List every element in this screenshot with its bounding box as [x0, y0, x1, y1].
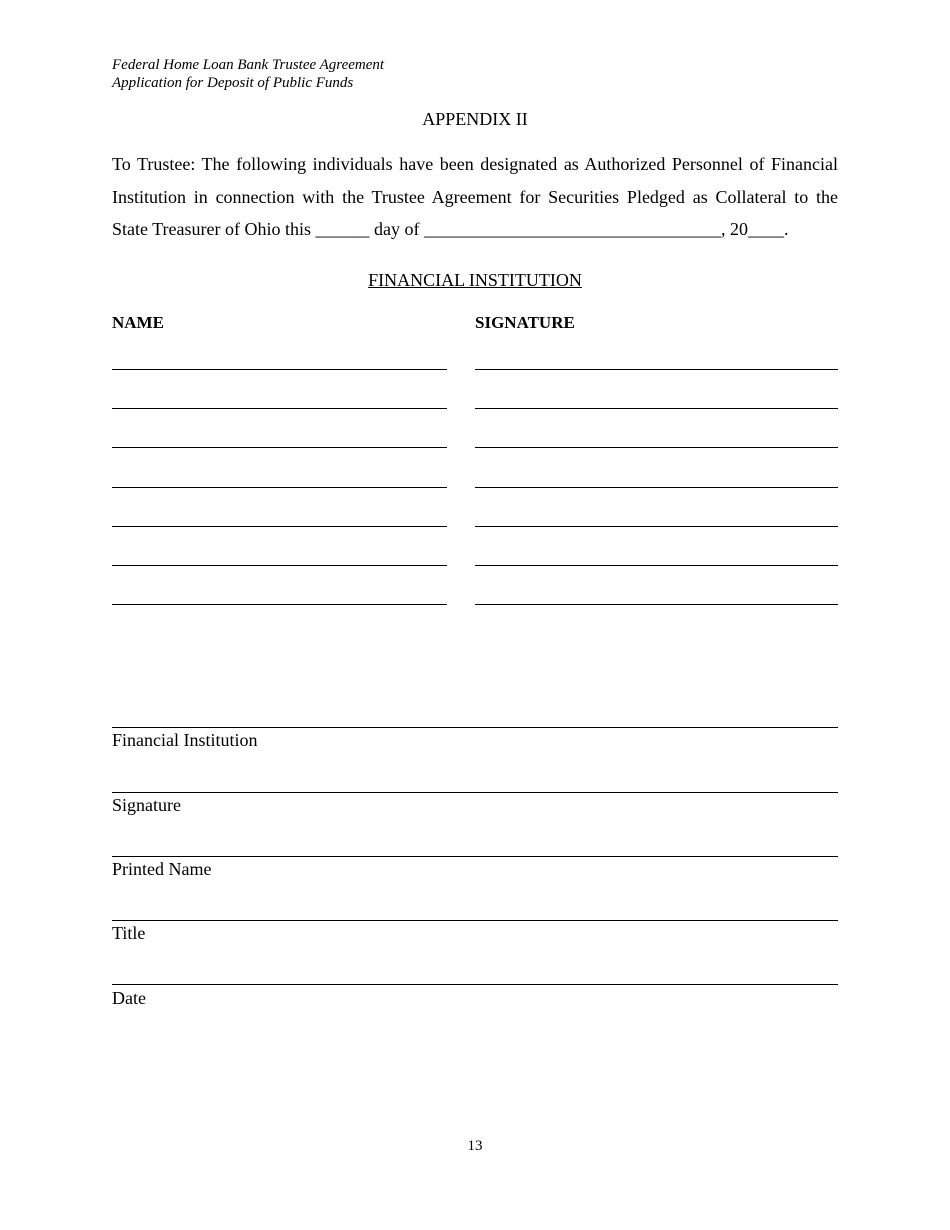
financial-institution-line[interactable] — [112, 727, 838, 728]
signature-column-header: SIGNATURE — [475, 313, 575, 332]
signature-blank-5[interactable] — [475, 526, 838, 527]
page-number: 13 — [467, 1138, 483, 1154]
name-blank-3[interactable] — [112, 447, 447, 448]
date-label: Date — [112, 988, 146, 1008]
title-label: Title — [112, 923, 146, 943]
intro-line-1: To Trustee: The following individuals have been designated as Authorized Personnel of Financial — [112, 154, 838, 174]
printed-name-line[interactable] — [112, 856, 838, 857]
header-line-1: Federal Home Loan Bank Trustee Agreement — [112, 57, 385, 73]
intro-paragraph — [112, 148, 838, 246]
date-line[interactable] — [112, 984, 838, 985]
financial-institution-label: Financial Institution — [112, 730, 258, 750]
document-header — [112, 56, 384, 92]
name-blank-4[interactable] — [112, 487, 447, 488]
intro-line-3: State Treasurer of Ohio this ______ day of _________________________________, 20____. — [112, 219, 789, 239]
signature-blank-1[interactable] — [475, 369, 838, 370]
name-blank-1[interactable] — [112, 369, 447, 370]
name-blank-5[interactable] — [112, 526, 447, 527]
section-title: FINANCIAL INSTITUTION — [368, 270, 582, 290]
name-column-header: NAME — [112, 313, 164, 332]
name-blank-6[interactable] — [112, 565, 447, 566]
signature-blank-6[interactable] — [475, 565, 838, 566]
header-line-2: Application for Deposit of Public Funds — [112, 75, 354, 91]
printed-name-label: Printed Name — [112, 859, 212, 879]
name-blank-2[interactable] — [112, 408, 447, 409]
signature-line[interactable] — [112, 792, 838, 793]
signature-blank-4[interactable] — [475, 487, 838, 488]
signature-blank-3[interactable] — [475, 447, 838, 448]
signature-blank-2[interactable] — [475, 408, 838, 409]
signature-label: Signature — [112, 795, 181, 815]
intro-line-2: Institution in connection with the Trustee Agreement for Securities Pledged as Collateral to the — [112, 186, 838, 207]
title-line[interactable] — [112, 920, 838, 921]
signature-blank-7[interactable] — [475, 604, 838, 605]
appendix-title: APPENDIX II — [422, 109, 528, 129]
name-blank-7[interactable] — [112, 604, 447, 605]
